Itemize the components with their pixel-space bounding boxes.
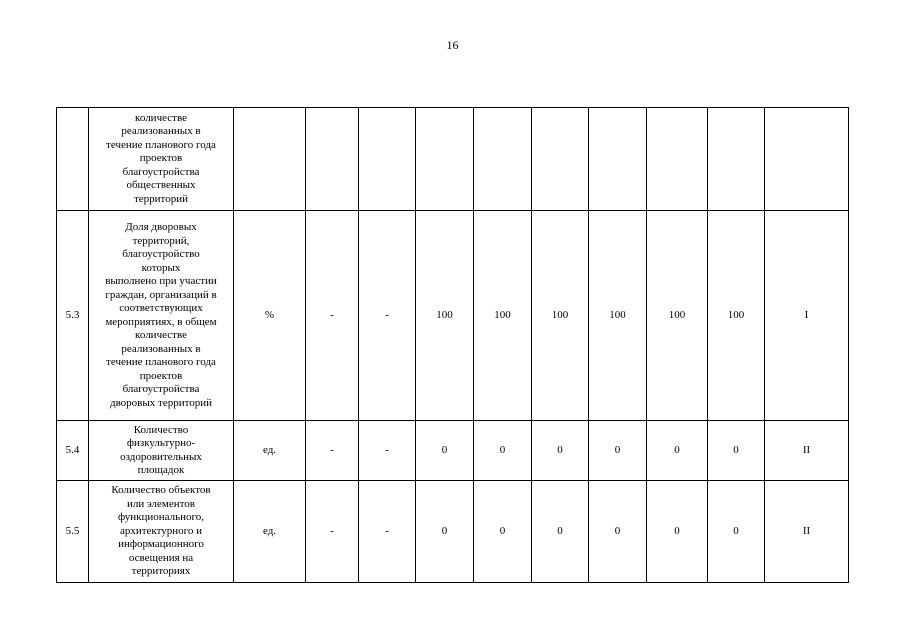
value-cell: 0 [589, 481, 647, 583]
level-cell: I [765, 211, 849, 421]
unit-cell: ед. [234, 421, 306, 481]
row-number [57, 108, 89, 211]
indicator-name: Доля дворовых территорий, благоустройство которых выполнено при участии граждан, организаций в соответствующих мероприятиях, в общем количестве реализованных в течение планового года проектов благоустройства дворовых территорий [89, 211, 234, 421]
indicators-table [56, 107, 849, 583]
value-cell: 0 [708, 481, 765, 583]
value-cell: - [359, 421, 416, 481]
value-cell: - [359, 211, 416, 421]
indicator-name: Количество физкультурно- оздоровительных площадок [89, 421, 234, 481]
row-number: 5.4 [57, 421, 89, 481]
value-cell: 0 [708, 421, 765, 481]
level-cell: II [765, 421, 849, 481]
unit-cell: ед. [234, 481, 306, 583]
indicator-name: Количество объектов или элементов функционального, архитектурного и информационного освещения на территориях [89, 481, 234, 583]
value-cell [474, 108, 532, 211]
level-cell [765, 108, 849, 211]
value-cell: 0 [474, 481, 532, 583]
value-cell: 0 [647, 421, 708, 481]
value-cell [589, 108, 647, 211]
table-row [57, 481, 849, 583]
value-cell [708, 108, 765, 211]
unit-cell [234, 108, 306, 211]
table-row [57, 421, 849, 481]
value-cell [306, 108, 359, 211]
value-cell [647, 108, 708, 211]
value-cell: 0 [647, 481, 708, 583]
page-number: 16 [446, 38, 459, 52]
value-cell: - [306, 481, 359, 583]
value-cell: 100 [532, 211, 589, 421]
value-cell: 0 [532, 481, 589, 583]
value-cell: 0 [416, 421, 474, 481]
value-cell: 100 [416, 211, 474, 421]
table-row [57, 211, 849, 421]
value-cell: 100 [589, 211, 647, 421]
row-number: 5.5 [57, 481, 89, 583]
row-number: 5.3 [57, 211, 89, 421]
value-cell: 100 [647, 211, 708, 421]
value-cell: 0 [474, 421, 532, 481]
table-row [57, 108, 849, 211]
value-cell: - [306, 421, 359, 481]
value-cell [416, 108, 474, 211]
value-cell: 100 [708, 211, 765, 421]
value-cell: 0 [532, 421, 589, 481]
value-cell: - [359, 481, 416, 583]
value-cell: - [306, 211, 359, 421]
value-cell: 0 [416, 481, 474, 583]
level-cell: II [765, 481, 849, 583]
value-cell: 100 [474, 211, 532, 421]
value-cell [532, 108, 589, 211]
value-cell: 0 [589, 421, 647, 481]
indicator-name: количестве реализованных в течение планового года проектов благоустройства общественных территорий [89, 108, 234, 211]
value-cell [359, 108, 416, 211]
unit-cell: % [234, 211, 306, 421]
